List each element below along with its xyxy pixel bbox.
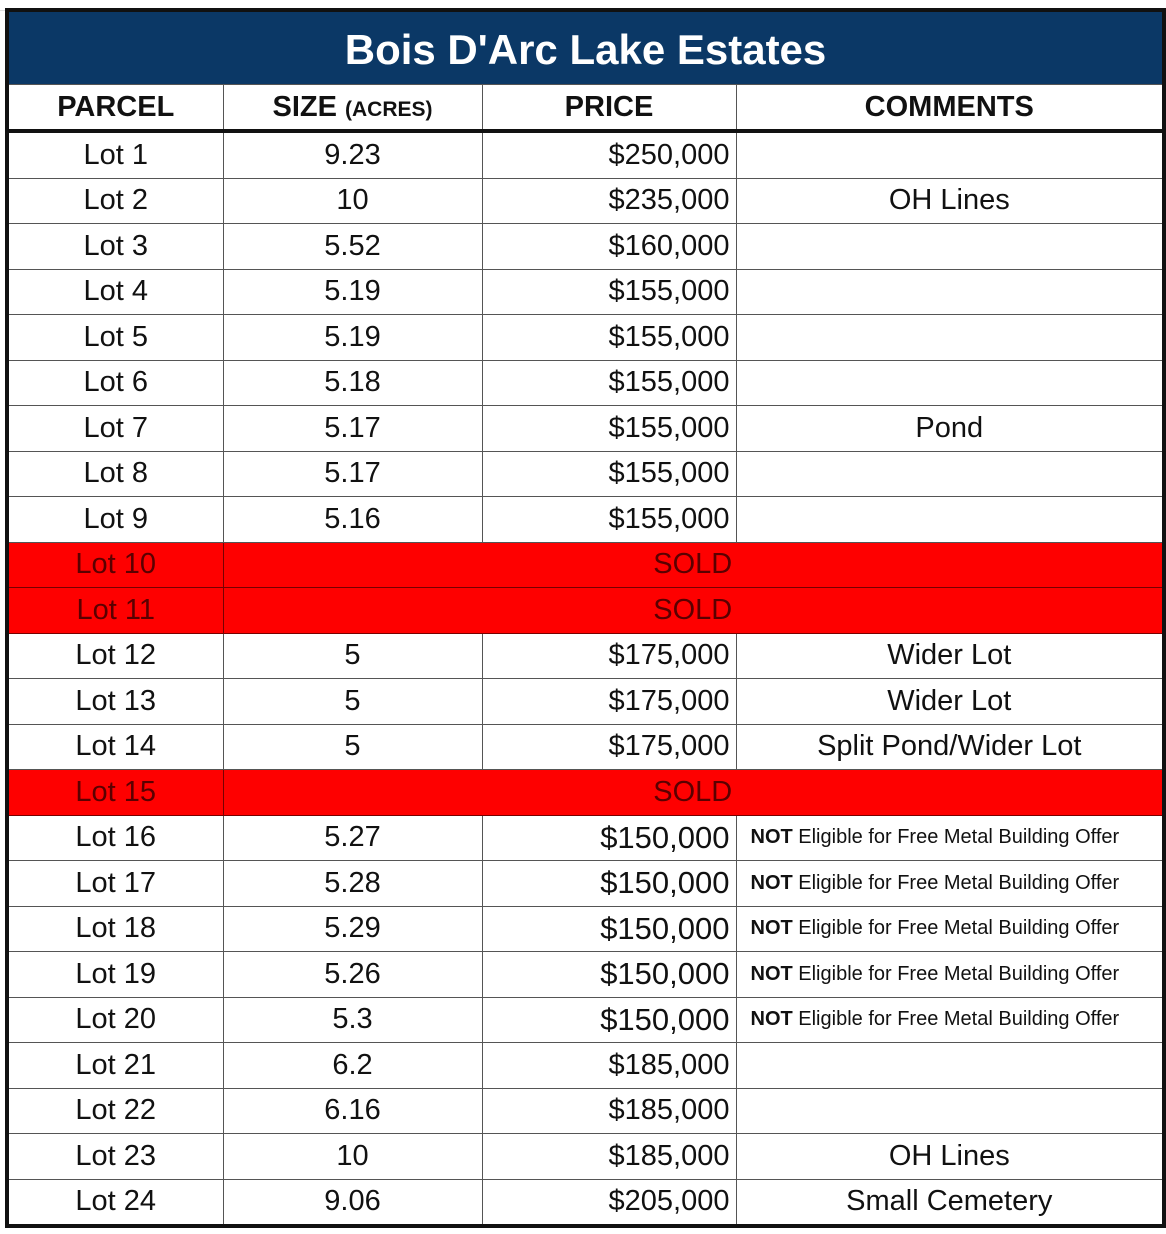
parcel-cell: Lot 15 bbox=[7, 770, 223, 816]
size-cell: 5.27 bbox=[223, 815, 482, 861]
parcel-cell: Lot 9 bbox=[7, 497, 223, 543]
table-row bbox=[7, 131, 1164, 178]
comment-cell bbox=[736, 861, 1164, 907]
size-cell: 5.18 bbox=[223, 360, 482, 406]
parcel-cell: Lot 2 bbox=[7, 178, 223, 224]
size-cell: 10 bbox=[223, 178, 482, 224]
table-row bbox=[7, 815, 1164, 861]
price-cell: $150,000 bbox=[482, 815, 736, 861]
table-row bbox=[7, 224, 1164, 270]
comment-cell bbox=[736, 815, 1164, 861]
parcel-cell: Lot 24 bbox=[7, 1179, 223, 1226]
parcel-cell: Lot 18 bbox=[7, 906, 223, 952]
price-cell: $155,000 bbox=[482, 360, 736, 406]
table-row bbox=[7, 178, 1164, 224]
comment-cell: Wider Lot bbox=[736, 633, 1164, 679]
size-cell: 5.16 bbox=[223, 497, 482, 543]
table-row bbox=[7, 679, 1164, 725]
header-size bbox=[223, 85, 482, 132]
price-cell: $235,000 bbox=[482, 178, 736, 224]
table-row bbox=[7, 269, 1164, 315]
table-row bbox=[7, 360, 1164, 406]
table-row bbox=[7, 1043, 1164, 1089]
price-cell: $150,000 bbox=[482, 906, 736, 952]
price-cell: $185,000 bbox=[482, 1134, 736, 1180]
size-cell: 9.06 bbox=[223, 1179, 482, 1226]
price-cell: $185,000 bbox=[482, 1043, 736, 1089]
header-size-label: SIZE bbox=[272, 90, 337, 123]
not-label: NOT bbox=[750, 826, 793, 849]
not-label: NOT bbox=[750, 917, 793, 940]
table-row bbox=[7, 497, 1164, 543]
table-row bbox=[7, 451, 1164, 497]
comment-cell: OH Lines bbox=[736, 1134, 1164, 1180]
table-title: Bois D'Arc Lake Estates bbox=[7, 10, 1164, 85]
comment-cell: Wider Lot bbox=[736, 679, 1164, 725]
lot-price-table bbox=[5, 8, 1166, 1228]
size-cell: 10 bbox=[223, 1134, 482, 1180]
size-cell: 5.3 bbox=[223, 997, 482, 1043]
not-label: NOT bbox=[750, 962, 793, 985]
comment-cell: Split Pond/Wider Lot bbox=[736, 724, 1164, 770]
parcel-cell: Lot 12 bbox=[7, 633, 223, 679]
price-cell: $185,000 bbox=[482, 1088, 736, 1134]
table-row bbox=[7, 724, 1164, 770]
size-cell: 5 bbox=[223, 633, 482, 679]
comment-cell bbox=[736, 315, 1164, 361]
parcel-cell: Lot 13 bbox=[7, 679, 223, 725]
comment-cell bbox=[736, 952, 1164, 998]
price-cell: $155,000 bbox=[482, 269, 736, 315]
table-row bbox=[7, 997, 1164, 1043]
table-row bbox=[7, 770, 1164, 816]
sold-status-cell: SOLD bbox=[223, 542, 1164, 588]
parcel-cell: Lot 7 bbox=[7, 406, 223, 452]
price-cell: $150,000 bbox=[482, 997, 736, 1043]
size-cell: 5 bbox=[223, 679, 482, 725]
comment-cell bbox=[736, 131, 1164, 178]
table-row bbox=[7, 588, 1164, 634]
comment-cell: OH Lines bbox=[736, 178, 1164, 224]
comment-cell bbox=[736, 224, 1164, 270]
parcel-cell: Lot 10 bbox=[7, 542, 223, 588]
price-cell: $150,000 bbox=[482, 952, 736, 998]
parcel-cell: Lot 5 bbox=[7, 315, 223, 361]
size-cell: 5.26 bbox=[223, 952, 482, 998]
price-cell: $155,000 bbox=[482, 451, 736, 497]
price-cell: $175,000 bbox=[482, 633, 736, 679]
comment-cell bbox=[736, 451, 1164, 497]
parcel-cell: Lot 1 bbox=[7, 131, 223, 178]
price-cell: $250,000 bbox=[482, 131, 736, 178]
size-cell: 5.17 bbox=[223, 451, 482, 497]
eligibility-note: Eligible for Free Metal Building Offer bbox=[792, 826, 1120, 849]
size-cell: 6.2 bbox=[223, 1043, 482, 1089]
price-cell: $175,000 bbox=[482, 679, 736, 725]
table-row bbox=[7, 1134, 1164, 1180]
size-cell: 9.23 bbox=[223, 131, 482, 178]
parcel-cell: Lot 4 bbox=[7, 269, 223, 315]
size-cell: 5.17 bbox=[223, 406, 482, 452]
not-label: NOT bbox=[750, 1008, 793, 1031]
price-cell: $175,000 bbox=[482, 724, 736, 770]
size-cell: 5.29 bbox=[223, 906, 482, 952]
parcel-cell: Lot 6 bbox=[7, 360, 223, 406]
parcel-cell: Lot 8 bbox=[7, 451, 223, 497]
size-cell: 5.19 bbox=[223, 315, 482, 361]
price-cell: $155,000 bbox=[482, 315, 736, 361]
size-cell: 5 bbox=[223, 724, 482, 770]
table-row bbox=[7, 315, 1164, 361]
price-cell: $150,000 bbox=[482, 861, 736, 907]
table-row bbox=[7, 542, 1164, 588]
parcel-cell: Lot 19 bbox=[7, 952, 223, 998]
comment-cell: Small Cemetery bbox=[736, 1179, 1164, 1226]
comment-cell bbox=[736, 1043, 1164, 1089]
parcel-cell: Lot 21 bbox=[7, 1043, 223, 1089]
parcel-cell: Lot 16 bbox=[7, 815, 223, 861]
header-size-unit: (ACRES) bbox=[345, 97, 433, 121]
header-comments: COMMENTS bbox=[736, 85, 1164, 132]
not-label: NOT bbox=[750, 871, 793, 894]
comment-cell bbox=[736, 269, 1164, 315]
eligibility-note: Eligible for Free Metal Building Offer bbox=[792, 871, 1120, 894]
table-row bbox=[7, 1179, 1164, 1226]
comment-cell bbox=[736, 997, 1164, 1043]
header-price: PRICE bbox=[482, 85, 736, 132]
size-cell: 5.52 bbox=[223, 224, 482, 270]
price-cell: $205,000 bbox=[482, 1179, 736, 1226]
eligibility-note: Eligible for Free Metal Building Offer bbox=[792, 917, 1120, 940]
eligibility-note: Eligible for Free Metal Building Offer bbox=[792, 1008, 1120, 1031]
eligibility-note: Eligible for Free Metal Building Offer bbox=[792, 962, 1120, 985]
table-row bbox=[7, 633, 1164, 679]
header-parcel: PARCEL bbox=[7, 85, 223, 132]
parcel-cell: Lot 3 bbox=[7, 224, 223, 270]
table-row bbox=[7, 1088, 1164, 1134]
comment-cell bbox=[736, 1088, 1164, 1134]
table-row bbox=[7, 861, 1164, 907]
parcel-cell: Lot 17 bbox=[7, 861, 223, 907]
comment-cell bbox=[736, 497, 1164, 543]
price-cell: $155,000 bbox=[482, 497, 736, 543]
comment-cell: Pond bbox=[736, 406, 1164, 452]
size-cell: 5.28 bbox=[223, 861, 482, 907]
price-cell: $155,000 bbox=[482, 406, 736, 452]
parcel-cell: Lot 14 bbox=[7, 724, 223, 770]
comment-cell bbox=[736, 906, 1164, 952]
comment-cell bbox=[736, 360, 1164, 406]
table-row bbox=[7, 906, 1164, 952]
parcel-cell: Lot 23 bbox=[7, 1134, 223, 1180]
table-row bbox=[7, 952, 1164, 998]
table-row bbox=[7, 406, 1164, 452]
size-cell: 5.19 bbox=[223, 269, 482, 315]
size-cell: 6.16 bbox=[223, 1088, 482, 1134]
price-cell: $160,000 bbox=[482, 224, 736, 270]
sold-status-cell: SOLD bbox=[223, 770, 1164, 816]
parcel-cell: Lot 22 bbox=[7, 1088, 223, 1134]
sold-status-cell: SOLD bbox=[223, 588, 1164, 634]
parcel-cell: Lot 11 bbox=[7, 588, 223, 634]
parcel-cell: Lot 20 bbox=[7, 997, 223, 1043]
